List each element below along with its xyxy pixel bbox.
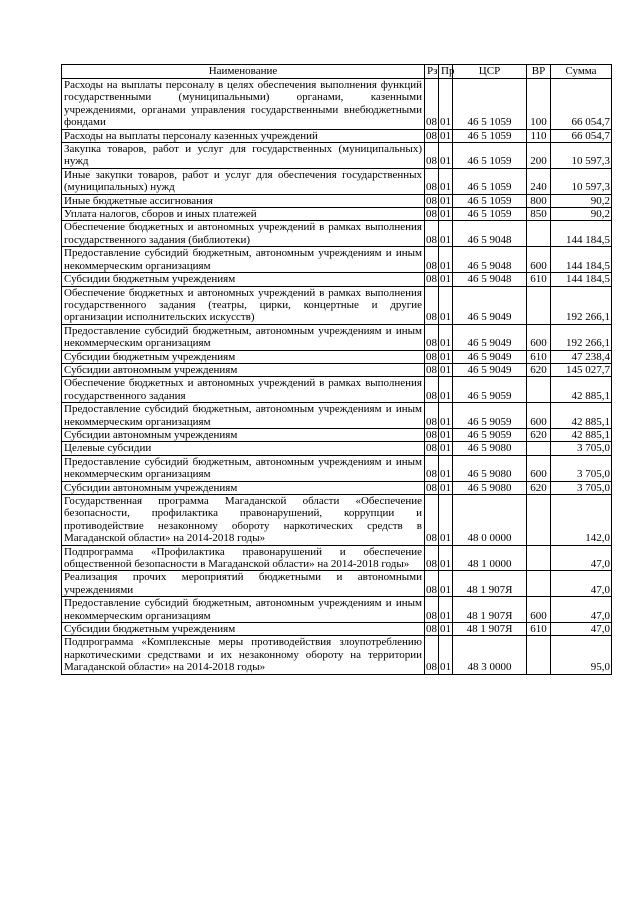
table-row — [62, 377, 612, 403]
row-name: Государственная программа Магаданской области «Обеспечение безопасности, профилактика правонарушений, коррупции и противодействие незаконному обороту наркотических средств в Магаданской области» на 2014-2018 годы» — [62, 495, 425, 546]
row-vr: 800 — [527, 194, 551, 207]
row-rz: 08 — [425, 168, 439, 194]
row-csr: 46 5 9080 — [453, 455, 527, 481]
row-pr: 01 — [440, 273, 451, 286]
row-rz: 08 — [425, 636, 439, 674]
row-rz: 08 — [425, 597, 439, 623]
row-sum: 192 266,1 — [551, 286, 612, 324]
row-rz: 08 — [425, 221, 439, 247]
row-vr: 200 — [527, 143, 551, 169]
table-row — [62, 79, 612, 130]
row-pr: 01 — [440, 363, 451, 376]
row-pr: 01 — [440, 623, 451, 636]
row-rz: 08 — [426, 208, 437, 221]
row-rz: 08 — [425, 79, 439, 130]
row-pr: 01 — [439, 286, 453, 324]
row-vr: 240 — [527, 168, 551, 194]
row-vr: 610 — [527, 623, 551, 636]
row-pr: 01 — [439, 377, 453, 403]
row-rz: 08 — [426, 481, 437, 494]
row-pr: 01 — [439, 403, 453, 429]
row-name: Субсидии бюджетным учреждениям — [62, 273, 425, 286]
row-sum: 42 885,1 — [551, 428, 612, 441]
table-row — [62, 363, 612, 376]
row-name: Предоставление субсидий бюджетным, автономным учреждениям и иным некоммерческим организациям — [62, 324, 425, 350]
table-row — [62, 623, 612, 636]
row-csr: 46 5 9080 — [453, 481, 527, 494]
row-vr — [527, 571, 551, 597]
row-name: Субсидии автономным учреждениям — [62, 363, 425, 376]
row-vr — [527, 636, 551, 674]
row-vr — [527, 377, 551, 403]
column-header-csr: ЦСР — [453, 65, 527, 79]
row-pr: 01 — [439, 495, 453, 546]
row-csr: 46 5 9048 — [453, 273, 527, 286]
row-pr: 01 — [439, 247, 453, 273]
row-name: Предоставление субсидий бюджетным, автономным учреждениям и иным некоммерческим организациям — [62, 455, 425, 481]
row-csr: 48 1 907Я — [453, 571, 527, 597]
table-row — [62, 442, 612, 455]
row-sum: 3 705,0 — [551, 481, 612, 494]
row-csr: 46 5 1059 — [453, 208, 527, 221]
row-csr: 46 5 1059 — [453, 168, 527, 194]
budget-table — [61, 64, 612, 675]
row-csr: 48 1 907Я — [453, 597, 527, 623]
row-sum: 42 885,1 — [551, 377, 612, 403]
row-name: Иные закупки товаров, работ и услуг для обеспечения государственных (муниципальных) нужд — [62, 168, 425, 194]
row-csr: 48 0 0000 — [453, 495, 527, 546]
row-sum: 90,2 — [551, 208, 612, 221]
column-header-rz: Рз — [425, 65, 439, 79]
table-row — [62, 168, 612, 194]
row-vr: 600 — [527, 597, 551, 623]
row-vr: 850 — [527, 208, 551, 221]
row-name: Иные бюджетные ассигнования — [62, 194, 425, 207]
table-header-row — [62, 65, 612, 79]
table-row — [62, 403, 612, 429]
row-csr: 46 5 9059 — [453, 428, 527, 441]
row-sum: 47,0 — [551, 571, 612, 597]
row-rz: 08 — [425, 571, 439, 597]
row-pr: 01 — [440, 194, 451, 207]
row-pr: 01 — [439, 571, 453, 597]
row-csr: 46 5 9048 — [453, 247, 527, 273]
row-name: Субсидии бюджетным учреждениям — [62, 623, 425, 636]
column-header-sum: Сумма — [551, 65, 612, 79]
table-body — [62, 79, 612, 675]
row-name: Обеспечение бюджетных и автономных учреждений в рамках выполнения государственного задания (театры, цирки, концертные и другие организации исполнительских искусств) — [62, 286, 425, 324]
row-name: Обеспечение бюджетных и автономных учреждений в рамках выполнения государственного задания — [62, 377, 425, 403]
row-rz: 08 — [425, 403, 439, 429]
row-vr — [527, 286, 551, 324]
row-name: Подпрограмма «Комплексные меры противодействия злоупотреблению наркотическими средствами и их незаконному обороту на территории Магаданской области» на 2014-2018 годы» — [62, 636, 425, 674]
row-sum: 66 054,7 — [551, 79, 612, 130]
table-row — [62, 571, 612, 597]
column-header-pr: Пр — [439, 65, 453, 79]
table-row — [62, 247, 612, 273]
row-pr: 01 — [439, 597, 453, 623]
column-header-vr: ВР — [527, 65, 551, 79]
row-sum: 47,0 — [551, 597, 612, 623]
table-row — [62, 194, 612, 207]
row-name: Предоставление субсидий бюджетным, автономным учреждениям и иным некоммерческим организациям — [62, 247, 425, 273]
table-row — [62, 129, 612, 142]
row-vr: 600 — [527, 324, 551, 350]
row-name: Расходы на выплаты персоналу казенных учреждений — [62, 129, 425, 142]
row-rz: 08 — [426, 623, 437, 636]
row-name: Обеспечение бюджетных и автономных учреждений в рамках выполнения государственного задания (библиотеки) — [62, 221, 425, 247]
row-name: Субсидии бюджетным учреждениям — [62, 350, 425, 363]
column-header-name: Наименование — [62, 65, 425, 79]
row-rz: 08 — [425, 286, 439, 324]
row-pr: 01 — [439, 636, 453, 674]
row-vr — [527, 545, 551, 571]
table-row — [62, 455, 612, 481]
row-sum: 144 184,5 — [551, 221, 612, 247]
row-vr — [527, 442, 551, 455]
row-rz: 08 — [426, 273, 437, 286]
row-sum: 144 184,5 — [551, 247, 612, 273]
row-csr: 46 5 9049 — [453, 350, 527, 363]
row-rz: 08 — [425, 143, 439, 169]
row-sum: 3 705,0 — [551, 455, 612, 481]
row-sum: 192 266,1 — [551, 324, 612, 350]
row-sum: 95,0 — [551, 636, 612, 674]
row-csr: 46 5 1059 — [453, 143, 527, 169]
table-row — [62, 428, 612, 441]
row-name: Уплата налогов, сборов и иных платежей — [62, 208, 425, 221]
row-csr: 48 3 0000 — [453, 636, 527, 674]
row-rz: 08 — [426, 194, 437, 207]
table-row — [62, 324, 612, 350]
row-sum: 47 238,4 — [551, 350, 612, 363]
table-row — [62, 636, 612, 674]
row-sum: 47,0 — [551, 545, 612, 571]
row-pr: 01 — [439, 143, 453, 169]
table-row — [62, 208, 612, 221]
row-pr: 01 — [439, 168, 453, 194]
row-sum: 145 027,7 — [551, 363, 612, 376]
row-csr: 48 1 0000 — [453, 545, 527, 571]
row-csr: 46 5 1059 — [453, 129, 527, 142]
row-name: Предоставление субсидий бюджетным, автономным учреждениям и иным некоммерческим организациям — [62, 403, 425, 429]
row-sum: 144 184,5 — [551, 273, 612, 286]
row-pr: 01 — [439, 324, 453, 350]
row-pr: 01 — [440, 129, 451, 142]
table-row — [62, 597, 612, 623]
row-vr: 600 — [527, 247, 551, 273]
row-pr: 01 — [439, 79, 453, 130]
row-csr: 46 5 9048 — [453, 221, 527, 247]
row-vr: 610 — [527, 350, 551, 363]
row-csr: 46 5 9049 — [453, 286, 527, 324]
table-row — [62, 495, 612, 546]
row-pr: 01 — [439, 545, 453, 571]
row-sum: 42 885,1 — [551, 403, 612, 429]
row-sum: 142,0 — [551, 495, 612, 546]
row-rz: 08 — [426, 363, 437, 376]
row-pr: 01 — [440, 442, 451, 455]
row-vr — [527, 221, 551, 247]
row-vr: 610 — [527, 273, 551, 286]
row-vr — [527, 495, 551, 546]
row-name: Расходы на выплаты персоналу в целях обеспечения выполнения функций государственными (муниципальными) органами, казенными учреждениями, органами управления государственными внебюджетными фондами — [62, 79, 425, 130]
row-rz: 08 — [425, 545, 439, 571]
row-rz: 08 — [425, 495, 439, 546]
row-name: Целевые субсидии — [62, 442, 425, 455]
row-vr: 110 — [527, 129, 551, 142]
table-row — [62, 221, 612, 247]
row-pr: 01 — [440, 428, 451, 441]
table-row — [62, 545, 612, 571]
row-rz: 08 — [425, 455, 439, 481]
row-vr: 620 — [527, 428, 551, 441]
row-pr: 01 — [439, 221, 453, 247]
table-row — [62, 273, 612, 286]
row-name: Реализация прочих мероприятий бюджетными и автономными учреждениями — [62, 571, 425, 597]
row-sum: 3 705,0 — [551, 442, 612, 455]
row-csr: 46 5 9049 — [453, 363, 527, 376]
row-pr: 01 — [440, 350, 451, 363]
row-pr: 01 — [439, 455, 453, 481]
row-pr: 01 — [440, 208, 451, 221]
row-csr: 46 5 9059 — [453, 377, 527, 403]
row-csr: 46 5 9049 — [453, 324, 527, 350]
row-csr: 48 1 907Я — [453, 623, 527, 636]
row-name: Субсидии автономным учреждениям — [62, 428, 425, 441]
row-vr: 600 — [527, 455, 551, 481]
row-csr: 46 5 1059 — [453, 79, 527, 130]
table-row — [62, 143, 612, 169]
row-rz: 08 — [425, 324, 439, 350]
row-sum: 10 597,3 — [551, 143, 612, 169]
row-pr: 01 — [440, 481, 451, 494]
row-name: Подпрограмма «Профилактика правонарушений и обеспечение общественной безопасности в Магаданской области» на 2014-2018 годы» — [62, 545, 425, 571]
row-rz: 08 — [426, 442, 437, 455]
row-name: Субсидии автономным учреждениям — [62, 481, 425, 494]
row-vr: 620 — [527, 363, 551, 376]
row-csr: 46 5 9059 — [453, 403, 527, 429]
row-name: Закупка товаров, работ и услуг для государственных (муниципальных) нужд — [62, 143, 425, 169]
row-sum: 47,0 — [551, 623, 612, 636]
row-vr: 620 — [527, 481, 551, 494]
row-rz: 08 — [426, 129, 437, 142]
table-row — [62, 350, 612, 363]
row-rz: 08 — [425, 377, 439, 403]
row-rz: 08 — [426, 350, 437, 363]
row-sum: 10 597,3 — [551, 168, 612, 194]
table-row — [62, 286, 612, 324]
row-csr: 46 5 9080 — [453, 442, 527, 455]
row-vr: 100 — [527, 79, 551, 130]
row-sum: 90,2 — [551, 194, 612, 207]
table-row — [62, 481, 612, 494]
row-rz: 08 — [425, 247, 439, 273]
row-csr: 46 5 1059 — [453, 194, 527, 207]
row-sum: 66 054,7 — [551, 129, 612, 142]
row-name: Предоставление субсидий бюджетным, автономным учреждениям и иным некоммерческим организациям — [62, 597, 425, 623]
row-rz: 08 — [426, 428, 437, 441]
row-vr: 600 — [527, 403, 551, 429]
